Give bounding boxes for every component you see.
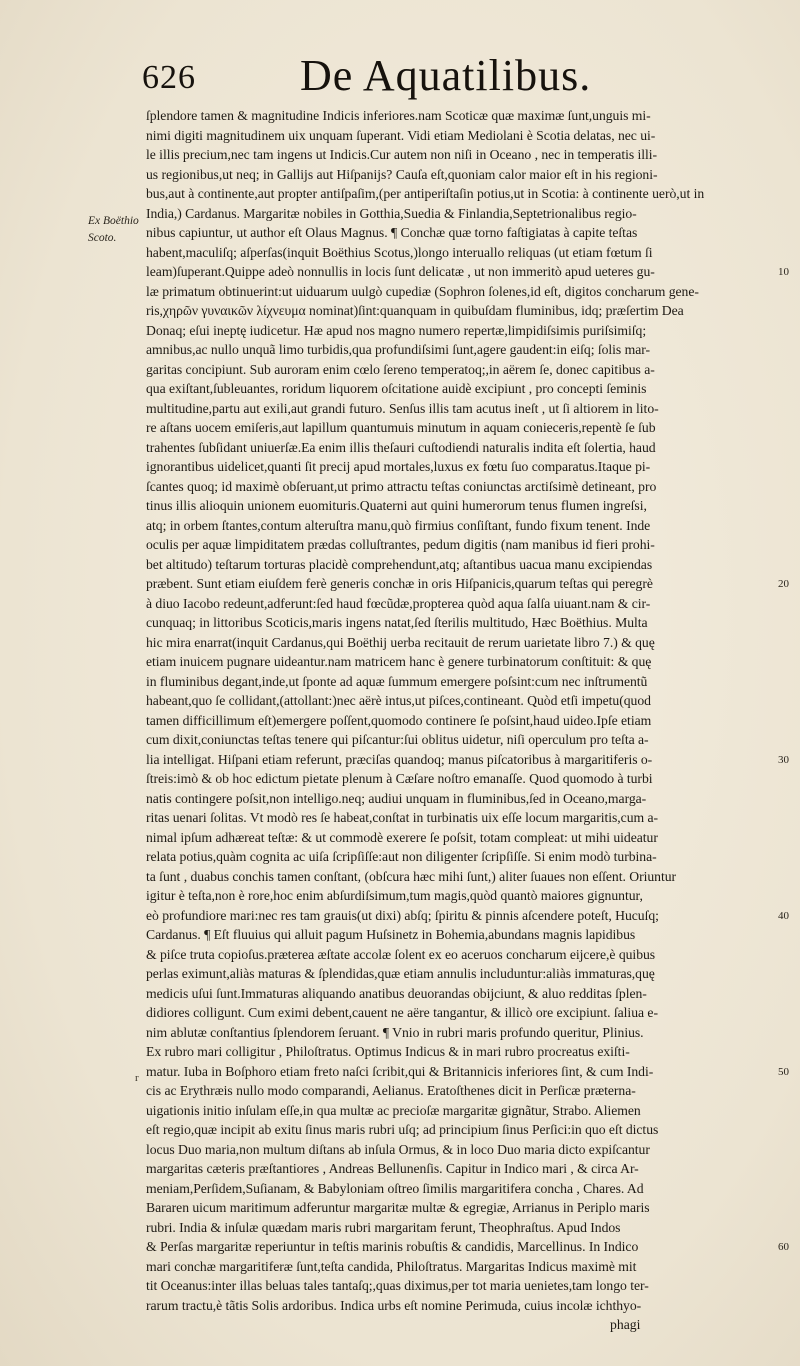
text-line: re aſtans uocem emiſeris,aut lapillum quantumuis minutum in aquam conieceris,repentè ſe ſub <box>146 420 656 435</box>
text-line: didiores colligunt. Cum eximi debent,cauent ne aëre tangantur, & illicò ore excipiunt. ſaliua e- <box>146 1005 658 1020</box>
line-number: 40 <box>778 909 789 922</box>
text-line: phagi <box>610 1317 641 1332</box>
text-line: nimal ipſum adhæreat teſtæ: & ut commodè exerere ſe poſsit, totam compleat: ut mihi uideatur <box>146 829 658 845</box>
line-number: 60 <box>778 1241 789 1253</box>
running-title: De Aquatilibus. <box>300 51 592 100</box>
text-line: oculis per aquæ limpiditatem prædas colluſtrantes, pedum digitis (nam manibus id fieri prohi- <box>146 537 655 552</box>
text-line: ſcantes quoq; id maximè obſeruant,ut primo attractu teſtas coniunctas arctiſsimè detineant, pro <box>146 478 657 494</box>
line-number: 50 <box>778 1065 789 1078</box>
text-line: habent,maculiſq; aſperſas(inquit Boëthius Scotus,)longo interuallo reliquas (ut etiam fœtum ſi <box>146 244 653 260</box>
text-line: cis ac Erythræis nullo modo comparandi, Aelianus. Eratoſthenes dicit in Perſicæ præterna- <box>146 1083 636 1098</box>
text-line: cum dixit,coniunctas teſtas tenere qui piſcantur:ſui oblitus uidetur, niſi operculum pro teſta a- <box>146 732 649 747</box>
body-text <box>146 106 776 1335</box>
stray-mark: r <box>135 1072 139 1084</box>
text-line: garitas concipiunt. Sub auroram enim cœlo ſereno temperatoq;,in aërem ſe, donec capitibus a- <box>146 361 655 377</box>
text-line: bus,aut à continente,aut propter antiſpaſim,(per antiperiſtaſin potius,ut in Scotia: à continente uerò,ut in <box>146 186 705 201</box>
text-line: tit Oceanus:inter illas beluas tales tantaſq;,quas diximus,per tot maria uenietes,tam longo ter- <box>146 1278 649 1293</box>
text-line: tinus illis alioquin unionem euomituris.Quaterni aut quini humerorum tenus flumen ingreſsi, <box>146 498 647 513</box>
text-line: hic mira enarrat(inquit Cardanus,qui Boëthij uerba recitauit de rerum uarietate libro 7.) & quę <box>146 634 655 650</box>
text-line: cunquaq; in littoribus Scoticis,maris ingens natat,ſed ſterilis multitudo, Hæc Boëthius. Multa <box>146 615 648 630</box>
text-line: ſtreis:imò & ob hoc edictum pietate plenum à Cæſare noſtro emanaſſe. Quod quomodo à turbi <box>146 771 653 786</box>
text-line: relata potius,quàm cognita ac uiſa ſcripſiſſe:aut non diligenter ſcripſiſſe. Si enim modò turbina- <box>146 849 657 864</box>
text-line: locus Duo maria,non multum diſtans ab inſula Ormus, & in loco Duo maria dicto expiſcantur <box>146 1141 650 1157</box>
text-line: à diuo Iacobo redeunt,adferunt:ſed haud fœcũdæ,propterea quòd aqua ſalſa uiuant.nam & cir- <box>146 595 651 611</box>
text-line: in fluminibus degant,inde,ut ſponte ad aquæ ſummum emergere poſsint:cum nec inſtrumentũ <box>146 673 648 689</box>
text-line: nimi digiti magnitudinem uix unquam ſuperant. Vidi etiam Mediolani è Scotia delatas, nec ui- <box>146 127 656 143</box>
text-line: perlas eximunt,aliàs maturas & ſplendidas,quæ etiam annulis includuntur:aliàs immaturas,quę <box>146 966 655 981</box>
margin-note-line: Scoto. <box>88 232 117 244</box>
text-line: qua exiſtant,ſubleuantes, roridum liquorem oſcitatione auidè excipiunt , pro concepti ſeminis <box>146 381 647 396</box>
text-line: ta ſunt , duabus conchis tamen conſtant, (obſcura hæc mihi ſunt,) aliter ſuaues non eſſent. Oriuntur <box>146 868 677 884</box>
text-line: tamen difficillimum eſt)emergere poſſent,quomodo continere ſe poſsint,haud uideo.Ipſe etiam <box>146 712 652 728</box>
text-line: natis contingere poſsit,non intelligo.neq; audiui unquam in fluminibus,ſed in Oceano,marga- <box>146 790 647 806</box>
line-number: 10 <box>778 266 789 278</box>
text-line: Donaq; eſui ineptę iudicetur. Hæ apud nos magno numero repertæ,limpidiſsimis puriſsimiſq; <box>146 322 647 338</box>
text-line: ſplendore tamen & magnitudine Indicis inferiores.nam Scoticæ quæ maximæ ſunt,unguis mi- <box>146 108 651 123</box>
text-line: etiam inuicem pugnare uideantur.nam matricem hanc è genere turbinatorum conſtituit: & quę <box>146 654 652 669</box>
text-line: us regionibus,ut neq; in Gallijs aut Hiſpanijs? Cauſa eſt,quoniam calor maior eſt in his regioni- <box>146 166 658 182</box>
line-number: 30 <box>778 753 789 766</box>
text-line: leam)ſuperant.Quippe adeò nonnullis in locis ſunt delicatæ , ut non immeritò apud ueteres gu- <box>146 264 655 279</box>
text-line: nim ablutæ conſtantius ſplendorem ſeruant. ¶ Vnio in rubri maris profundo queritur, Plinius. <box>146 1024 644 1040</box>
text-line: & piſce truta copioſus.præterea æſtate accolæ ſolent ex eo aceruos concharum eijcere,è quibus <box>146 946 656 962</box>
text-line: habeant,quo ſe collidant,(attollant:)nec aërè intus,ut piſces,contineant. Quòd etſi impetu(quod <box>146 693 651 708</box>
text-line: igitur è teſta,non è rore,hoc enim abſurdiſsimum,tum magis,quòd quantò maiores gignuntur, <box>146 888 643 903</box>
text-line: meniam,Perſidem,Suſianam, & Babyloniam oſtreo ſimilis margaritifera concha , Chares. Ad <box>146 1180 644 1196</box>
text-line: bet altitudo) teſtarum torturas placidè comprehendunt,atq; aſtantibus uacua manu excipiendas <box>146 556 653 572</box>
text-line: India,) Cardanus. Margaritæ nobiles in Gotthia,Suedia & Finlandia,Septetrionalibus regio- <box>146 205 637 221</box>
text-line: le illis precium,nec tam ingens ut Indicis.Cur autem non niſi in Oceano , nec in temperatis illi- <box>146 147 658 162</box>
text-line: nibus capiuntur, ut author eſt Olaus Magnus. ¶ Conchæ quæ torno faſtigiatas à capite teſtas <box>146 225 638 240</box>
text-line: multitudine,partu aut exili,aut grandi futuro. Senſus illis tam acutus ineſt , ut ſi altiorem in lito- <box>146 400 659 416</box>
text-line: Ex rubro mari colligitur , Philoſtratus. Optimus Indicus & in mari rubro procreatus exiſti- <box>146 1044 630 1059</box>
text-line: rubri. India & inſulæ quædam maris rubri margaritam ferunt, Theophraſtus. Apud Indos <box>146 1219 621 1235</box>
text-line: læ primatum obtinuerint:ut uiduarum uulgò cupediæ (Sophron ſolenes,id eſt, digitos concharum gene- <box>146 283 699 299</box>
text-line: amnibus,ac nullo unquã limo turbidis,qua profundiſsimi ſunt,agere gaudent:in eiſq; ſolis mar- <box>146 342 650 357</box>
text-line: medicis uſui ſunt.Immaturas aliquando anatibus deuorandas obijciunt, & aluo redditas ſplen- <box>146 985 647 1001</box>
text-line: Bararen uicum maritimum adferuntur margaritæ multæ & egregiæ, Arrianus in Periplo maris <box>146 1200 650 1215</box>
text-line: matur. Iuba in Boſphoro etiam freto naſci ſcribit,qui & Britannicis inferiores ſint, & cum Indi- <box>146 1063 654 1079</box>
text-line: ignorantibus uidelicet,quanti ſit precij apud mortales,luxus ex fœtu ſuo comparatus.Itaque pi- <box>146 459 651 474</box>
line-number: 20 <box>778 578 789 590</box>
text-line: atq; in orbem ſtantes,contum alteruſtra manu,quò firmius conſiſtant, fundo fixum tenent. Inde <box>146 517 651 533</box>
text-line: lia intelligat. Hiſpani etiam referunt, præciſas quandoq; manus piſcatoribus à margaritiferis o- <box>146 751 653 767</box>
page-number: 626 <box>142 59 196 96</box>
text-line: & Perſas margaritæ reperiuntur in teſtis marinis robuſtis & candidis, Marcellinus. In Indico <box>146 1239 639 1254</box>
text-line: rarum tractu,è tãtis Solis ardoribus. Indica urbs eſt nomine Perimuda, cuius incolæ ichthyo- <box>146 1297 642 1313</box>
margin-note-line: Ex Boëthio <box>88 215 139 227</box>
text-line: Cardanus. ¶ Eſt fluuius qui alluit pagum Huſsinetz in Bohemia,abundans magnis lapidibus <box>146 927 636 942</box>
text-line: uigationis initio inſulam eſſe,in qua multæ ac precioſæ margaritæ gignãtur, Strabo. Aliemen <box>146 1102 641 1118</box>
text-line: mari conchæ margaritiferæ ſunt,teſta candida, Philoſtratus. Margaritas Indicus maximè mit <box>146 1258 637 1274</box>
text-line: ritas uenari ſolitas. Vt modò res ſe habeat,conſtat in turbinatis uix eſſe locum margaritis,cum a- <box>146 810 659 825</box>
text-line: margaritas cæteris præſtantiores , Andreas Bellunenſis. Capitur in Indico mari , & circa Ar- <box>146 1161 639 1176</box>
text-line: trahentes ſubſidant uniuerſæ.Ea enim illis theſauri cuſtodiendi naturalis indita eſt ſolertia, haud <box>146 439 656 455</box>
text-line: eſt regio,quæ incipit ab exitu ſinus maris rubri uſq; ad principium ſinus Perſici:in quo eſt dictus <box>146 1122 659 1137</box>
text-line: ris,χηρῶν γυναικῶν λίχνευμα nominat)ſint:quanquam in quibuſdam fluminibus, idq; præſertim Dea <box>146 303 684 318</box>
text-line: præbent. Sunt etiam eiuſdem ferè generis conchæ in oris Hiſpanicis,quarum teſtas qui peregrè <box>146 576 653 591</box>
margin-note <box>88 213 144 247</box>
text-line: eò profundiore mari:nec res tam grauis(ut dixi) abſq; ſpiritu & pinnis aſcendere poteſt, Hucuſq; <box>146 907 659 923</box>
